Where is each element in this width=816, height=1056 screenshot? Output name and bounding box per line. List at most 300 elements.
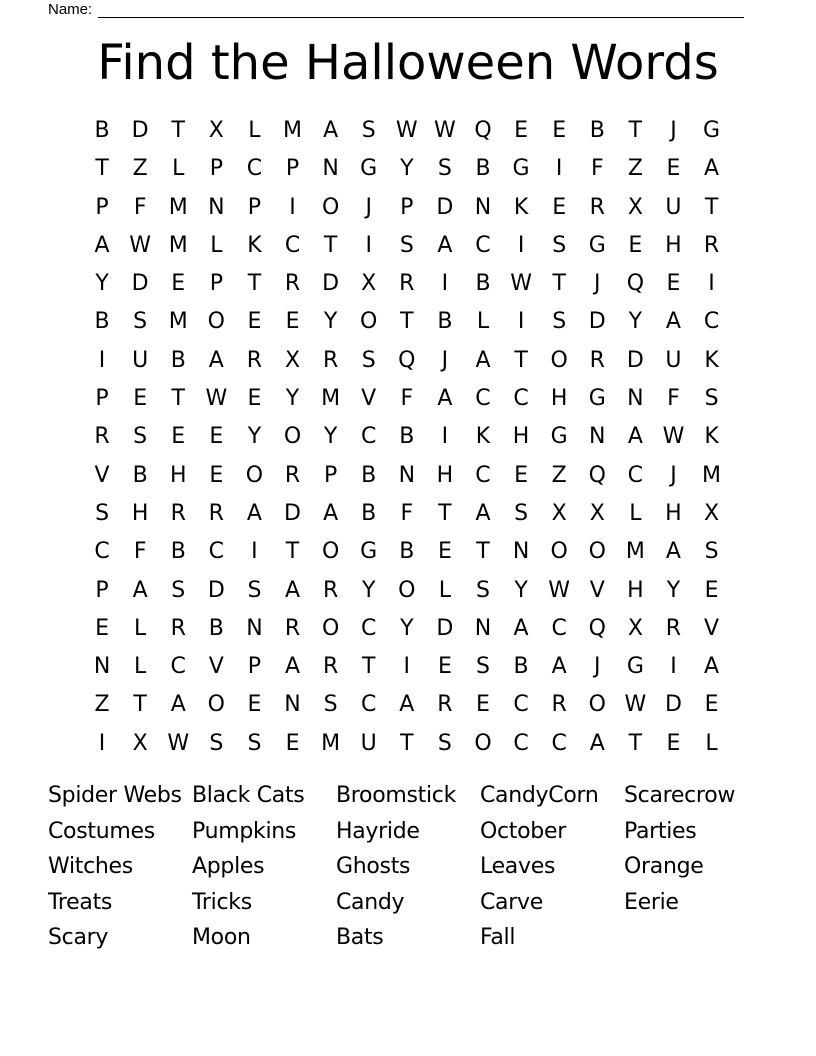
grid-letter: N <box>93 654 111 680</box>
grid-letter: T <box>514 347 528 373</box>
grid-letter: M <box>168 309 188 335</box>
grid-letter: G <box>360 539 378 565</box>
grid-letter: R <box>322 577 339 603</box>
word-list-item: Apples <box>192 854 265 880</box>
grid-letter: S <box>476 577 490 603</box>
grid-letter: E <box>171 271 186 297</box>
word-list-item: Tricks <box>192 889 252 915</box>
word-list-item: Broomstick <box>336 783 457 808</box>
grid-letter: S <box>361 118 376 143</box>
grid-letter: T <box>552 271 566 297</box>
grid-letter: S <box>437 156 452 182</box>
grid-letter: I <box>441 271 449 297</box>
grid-letter: R <box>284 462 301 488</box>
grid-letter: Y <box>95 271 109 297</box>
grid-letter: E <box>95 615 109 641</box>
grid-letter: I <box>517 309 525 335</box>
word-list-item: Orange <box>624 854 704 880</box>
grid-letter: P <box>400 194 414 220</box>
grid-letter: O <box>360 309 378 335</box>
grid-letter: T <box>95 156 109 182</box>
grid-letter: T <box>171 386 185 412</box>
grid-letter: P <box>95 194 109 220</box>
grid-letter: Q <box>588 462 606 488</box>
grid-letter: T <box>628 730 643 756</box>
grid-letter: I <box>517 232 525 258</box>
grid-letter: M <box>168 232 188 258</box>
grid-letter: E <box>209 424 224 450</box>
grid-letter: O <box>550 347 568 373</box>
word-list-item: Carve <box>480 889 543 915</box>
grid-letter: E <box>704 577 719 603</box>
word-list-item: Leaves <box>480 854 556 880</box>
grid-letter: A <box>323 118 339 143</box>
grid-letter: F <box>400 386 414 412</box>
grid-letter: G <box>550 424 568 450</box>
word-list-item: Fall <box>480 925 516 951</box>
grid-letter: B <box>475 271 491 297</box>
grid-letter: O <box>550 539 568 565</box>
grid-letter: S <box>133 424 148 450</box>
grid-letter: S <box>95 500 110 526</box>
grid-letter: M <box>321 730 341 756</box>
grid-letter: S <box>704 386 719 412</box>
grid-letter: D <box>131 118 149 143</box>
grid-letter: P <box>323 462 338 488</box>
grid-letter: C <box>475 386 491 412</box>
grid-letter: P <box>209 156 223 182</box>
grid-letter: J <box>594 654 601 680</box>
grid-letter: J <box>670 118 677 143</box>
word-list-item: Eerie <box>624 889 679 915</box>
grid-letter: R <box>322 347 339 373</box>
grid-letter: E <box>666 730 681 756</box>
name-underline <box>98 3 744 18</box>
grid-letter: V <box>361 386 377 412</box>
grid-letter: E <box>247 386 262 412</box>
grid-letter: O <box>207 692 225 718</box>
grid-letter: M <box>168 194 188 220</box>
grid-letter: H <box>665 500 682 526</box>
grid-letter: C <box>475 462 491 488</box>
word-list-item: Treats <box>48 889 113 915</box>
grid-letter: D <box>436 615 454 641</box>
grid-letter: B <box>589 118 605 143</box>
grid-letter: O <box>245 462 264 488</box>
grid-letter: C <box>551 730 567 756</box>
grid-letter: W <box>395 118 418 143</box>
grid-letter: D <box>131 271 149 297</box>
word-list-item: Costumes <box>48 818 155 844</box>
grid-letter: R <box>208 500 224 526</box>
grid-letter: O <box>321 615 340 641</box>
word-list-item: October <box>480 818 566 844</box>
grid-letter: G <box>703 118 721 143</box>
grid-letter: Q <box>474 118 492 143</box>
grid-letter: D <box>588 309 606 335</box>
word-list-item: Moon <box>192 925 251 951</box>
grid-letter: D <box>626 347 644 373</box>
grid-letter: R <box>94 424 110 450</box>
grid-letter: R <box>170 500 186 526</box>
grid-letter: H <box>131 500 149 526</box>
grid-letter: D <box>207 577 225 603</box>
grid-letter: T <box>247 271 262 297</box>
grid-letter: R <box>589 347 605 373</box>
grid-letter: S <box>247 577 262 603</box>
grid-letter: W <box>434 118 456 143</box>
grid-letter: E <box>514 462 529 488</box>
grid-letter: G <box>360 156 378 182</box>
grid-letter: U <box>665 347 682 373</box>
grid-letter: A <box>437 232 453 258</box>
grid-letter: I <box>98 730 106 756</box>
word-list-item: Hayride <box>336 818 420 844</box>
grid-letter: S <box>361 347 376 373</box>
grid-letter: I <box>441 424 449 450</box>
word-list-item: Ghosts <box>336 854 411 880</box>
grid-letter: O <box>283 424 302 450</box>
grid-letter: S <box>323 692 338 718</box>
grid-letter: J <box>441 347 449 373</box>
grid-letter: C <box>513 730 529 756</box>
grid-letter: C <box>703 309 720 335</box>
grid-letter: S <box>437 730 452 756</box>
grid-letter: N <box>627 386 644 412</box>
grid-letter: L <box>476 309 490 335</box>
grid-letter: E <box>552 194 567 220</box>
grid-letter: N <box>246 615 263 641</box>
grid-letter: A <box>704 654 720 680</box>
grid-letter: M <box>702 462 722 488</box>
grid-letter: D <box>322 271 340 297</box>
grid-letter: G <box>588 232 606 258</box>
grid-letter: V <box>589 577 605 603</box>
grid-letter: Y <box>666 577 681 603</box>
grid-letter: K <box>513 194 529 220</box>
grid-letter: A <box>665 539 681 565</box>
grid-letter: R <box>551 692 567 718</box>
grid-letter: Q <box>626 271 645 297</box>
grid-letter: Y <box>323 424 338 450</box>
grid-letter: R <box>170 615 186 641</box>
grid-letter: P <box>247 654 262 680</box>
grid-letter: T <box>704 194 719 220</box>
grid-letter: C <box>361 615 377 641</box>
grid-letter: L <box>134 615 147 641</box>
grid-letter: X <box>589 500 605 526</box>
grid-letter: F <box>590 156 604 182</box>
grid-letter: T <box>133 692 147 718</box>
grid-letter: O <box>207 309 225 335</box>
grid-letter: O <box>588 539 606 565</box>
grid-letter: C <box>475 232 491 258</box>
grid-letter: K <box>704 424 719 450</box>
grid-letter: R <box>437 692 453 718</box>
grid-letter: N <box>208 194 225 220</box>
grid-letter: B <box>208 615 224 641</box>
name-label: Name: <box>48 1 93 18</box>
grid-letter: X <box>704 500 720 526</box>
grid-letter: P <box>95 386 109 412</box>
grid-letter: J <box>365 194 372 220</box>
grid-letter: I <box>403 654 411 680</box>
grid-letter: E <box>476 692 490 718</box>
grid-letter: A <box>399 692 415 718</box>
grid-letter: A <box>246 500 262 526</box>
word-list-item: Witches <box>48 854 133 880</box>
grid-letter: M <box>283 118 302 143</box>
word-list-item: Scary <box>48 925 109 951</box>
grid-letter: O <box>474 730 492 756</box>
word-list-item: Spider Webs <box>48 783 182 808</box>
grid-letter: V <box>704 615 720 641</box>
grid-letter: Z <box>132 156 148 182</box>
grid-letter: G <box>588 386 606 412</box>
grid-letter: A <box>475 347 491 373</box>
grid-letter: I <box>98 347 106 373</box>
grid-letter: R <box>284 271 301 297</box>
grid-letter: A <box>284 577 301 603</box>
grid-letter: C <box>246 156 263 182</box>
grid-letter: E <box>133 386 148 412</box>
grid-letter: X <box>284 347 301 373</box>
grid-letter: B <box>361 462 377 488</box>
grid-letter: O <box>321 194 340 220</box>
grid-letter: E <box>437 539 452 565</box>
grid-letter: H <box>550 386 568 412</box>
grid-letter: T <box>361 654 376 680</box>
word-list-item: Black Cats <box>192 783 305 808</box>
grid-letter: P <box>247 194 262 220</box>
grid-letter: I <box>555 156 563 182</box>
grid-letter: P <box>285 156 300 182</box>
grid-letter: E <box>171 424 186 450</box>
grid-letter: S <box>514 500 529 526</box>
grid-letter: E <box>704 692 719 718</box>
grid-letter: Z <box>627 156 643 182</box>
grid-letter: C <box>361 692 377 718</box>
grid-letter: S <box>133 309 148 335</box>
grid-letter: F <box>667 386 680 412</box>
grid-letter: Y <box>247 424 262 450</box>
grid-letter: R <box>246 347 263 373</box>
grid-letter: W <box>624 692 647 718</box>
grid-letter: N <box>398 462 416 488</box>
grid-letter: N <box>322 156 339 182</box>
grid-letter: B <box>399 424 415 450</box>
grid-letter: L <box>248 118 261 143</box>
grid-letter: J <box>594 271 601 297</box>
grid-letter: N <box>284 692 301 718</box>
grid-letter: B <box>94 309 110 335</box>
grid-letter: F <box>133 194 147 220</box>
grid-letter: H <box>627 577 644 603</box>
grid-letter: U <box>132 347 149 373</box>
grid-letter: R <box>399 271 415 297</box>
grid-letter: C <box>170 654 186 680</box>
grid-letter: S <box>171 577 186 603</box>
grid-letter: T <box>628 118 643 143</box>
grid-letter: E <box>209 462 224 488</box>
word-list-item: CandyCorn <box>480 783 599 808</box>
grid-letter: I <box>289 194 296 220</box>
grid-letter: N <box>589 424 606 450</box>
grid-letter: A <box>170 692 186 718</box>
grid-letter: V <box>208 654 224 680</box>
grid-letter: H <box>169 462 187 488</box>
word-list <box>48 778 768 956</box>
grid-letter: U <box>360 730 377 756</box>
grid-letter: X <box>132 730 148 756</box>
grid-letter: E <box>285 730 300 756</box>
grid-letter: X <box>361 271 377 297</box>
grid-letter: R <box>284 615 301 641</box>
grid-letter: B <box>170 539 186 565</box>
grid-letter: E <box>666 156 681 182</box>
grid-letter: E <box>628 232 643 258</box>
grid-letter: C <box>208 539 225 565</box>
grid-letter: N <box>474 615 492 641</box>
grid-letter: T <box>400 730 414 756</box>
grid-letter: T <box>400 309 414 335</box>
grid-letter: C <box>627 462 644 488</box>
grid-letter: E <box>247 692 262 718</box>
grid-letter: B <box>170 347 186 373</box>
grid-letter: T <box>476 539 490 565</box>
grid-letter: A <box>627 424 643 450</box>
grid-letter: M <box>625 539 645 565</box>
grid-letter: Y <box>323 309 338 335</box>
grid-letter: Q <box>398 347 416 373</box>
grid-letter: U <box>665 194 682 220</box>
page-title: Find the Halloween Words <box>97 35 719 91</box>
grid-letter: G <box>626 654 644 680</box>
grid-letter: Y <box>400 615 414 641</box>
grid-letter: L <box>172 156 185 182</box>
grid-letter: E <box>552 118 567 143</box>
grid-letter: K <box>704 347 719 373</box>
grid-letter: R <box>665 615 682 641</box>
grid-letter: S <box>704 539 719 565</box>
grid-letter: A <box>665 309 681 335</box>
grid-letter: W <box>129 232 152 258</box>
grid-letter: L <box>210 232 223 258</box>
grid-letter: B <box>437 309 453 335</box>
grid-letter: D <box>436 194 454 220</box>
grid-letter: C <box>513 692 529 718</box>
grid-letter: H <box>665 232 682 258</box>
word-list-item: Parties <box>624 818 697 844</box>
grid-letter: V <box>94 462 110 488</box>
grid-letter: G <box>512 156 530 182</box>
grid-letter: S <box>552 232 567 258</box>
grid-letter: W <box>510 271 532 297</box>
grid-letter: T <box>171 118 185 143</box>
grid-letter: C <box>361 424 377 450</box>
grid-letter: Y <box>400 156 414 182</box>
grid-letter: S <box>476 654 490 680</box>
grid-letter: B <box>132 462 148 488</box>
grid-letter: W <box>662 424 685 450</box>
grid-letter: B <box>513 654 529 680</box>
grid-letter: F <box>400 500 414 526</box>
grid-letter: L <box>705 730 718 756</box>
grid-letter: Y <box>361 577 376 603</box>
grid-letter: B <box>475 156 491 182</box>
grid-letter: B <box>399 539 415 565</box>
grid-letter: A <box>437 386 453 412</box>
word-list-item: Scarecrow <box>624 783 736 808</box>
grid-letter: Y <box>514 577 528 603</box>
grid-letter: I <box>670 654 677 680</box>
grid-letter: L <box>134 654 147 680</box>
grid-letter: H <box>512 424 530 450</box>
grid-letter: T <box>323 232 338 258</box>
grid-letter: K <box>475 424 491 450</box>
grid-letter: E <box>514 118 529 143</box>
grid-letter: Z <box>94 692 110 718</box>
grid-letter: H <box>436 462 454 488</box>
grid-letter: O <box>321 539 340 565</box>
grid-letter: W <box>205 386 228 412</box>
grid-letter: B <box>94 118 110 143</box>
grid-letter: A <box>323 500 339 526</box>
grid-letter: D <box>664 692 682 718</box>
grid-letter: Z <box>551 462 567 488</box>
grid-letter: C <box>94 539 110 565</box>
grid-letter: S <box>209 730 224 756</box>
word-list-item: Bats <box>336 925 384 951</box>
grid-letter: W <box>548 577 571 603</box>
grid-letter: A <box>551 654 567 680</box>
grid-letter: A <box>704 156 720 182</box>
grid-letter: F <box>133 539 147 565</box>
grid-letter: T <box>285 539 300 565</box>
grid-letter: X <box>627 194 643 220</box>
grid-letter: W <box>167 730 190 756</box>
grid-letter: I <box>251 539 258 565</box>
grid-letter: E <box>247 309 262 335</box>
grid-letter: A <box>475 500 491 526</box>
grid-letter: A <box>513 615 529 641</box>
word-list-item: Pumpkins <box>192 818 297 844</box>
grid-letter: X <box>551 500 567 526</box>
grid-letter: O <box>398 577 416 603</box>
grid-letter: B <box>361 500 377 526</box>
grid-letter: T <box>438 500 452 526</box>
grid-letter: P <box>209 271 223 297</box>
grid-letter: C <box>551 615 567 641</box>
grid-letter: X <box>208 118 224 143</box>
grid-letter: X <box>627 615 643 641</box>
grid-letter: A <box>208 347 224 373</box>
grid-letter: Y <box>285 386 300 412</box>
letter-grid <box>83 112 731 763</box>
grid-letter: C <box>284 232 301 258</box>
word-list-item: Candy <box>336 889 405 915</box>
grid-letter: I <box>708 271 715 297</box>
grid-letter: R <box>703 232 720 258</box>
grid-letter: E <box>285 309 300 335</box>
grid-letter: D <box>284 500 301 526</box>
grid-letter: S <box>552 309 567 335</box>
grid-letter: O <box>588 692 606 718</box>
grid-letter: S <box>247 730 262 756</box>
grid-letter: A <box>589 730 605 756</box>
grid-letter: L <box>438 577 452 603</box>
grid-letter: A <box>132 577 148 603</box>
